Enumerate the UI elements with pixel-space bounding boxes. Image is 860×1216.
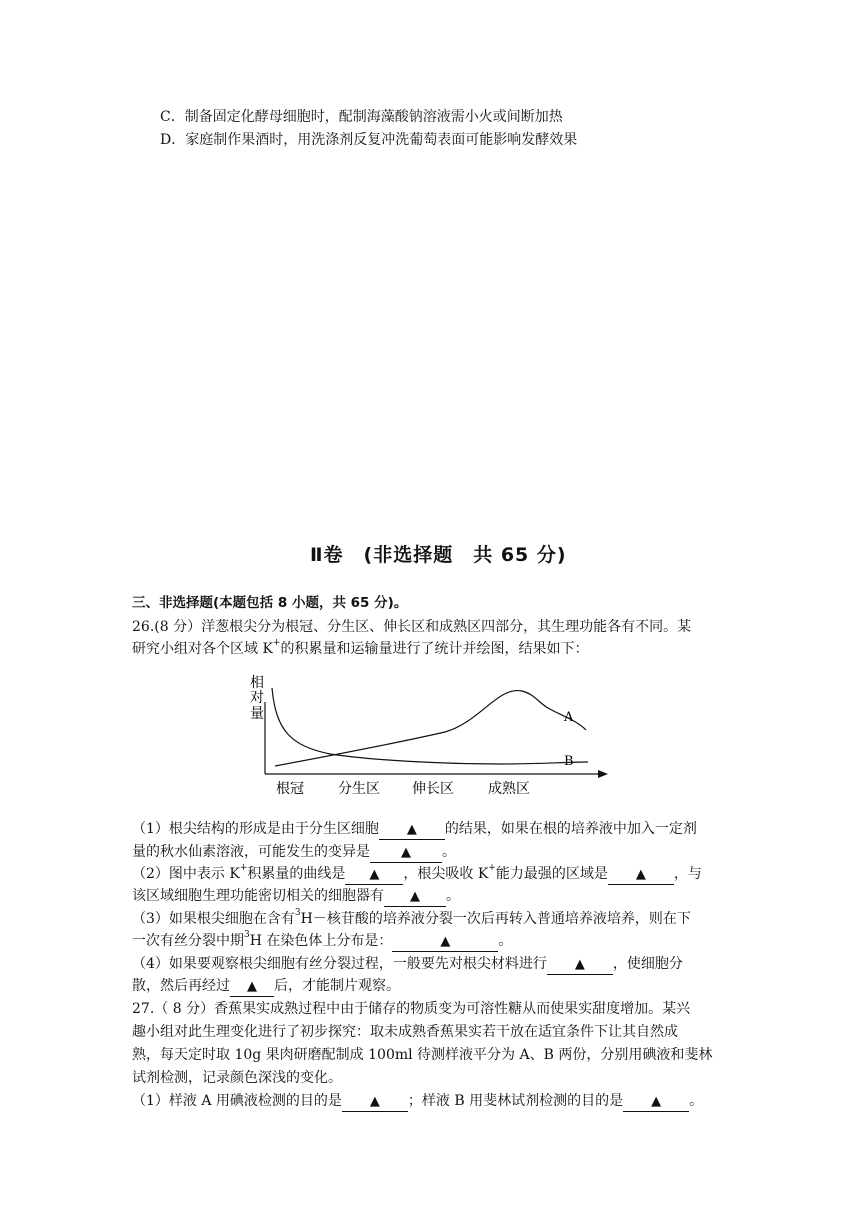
text: 积累量的曲线是: [247, 866, 346, 882]
blank-triangle-icon: ▲: [651, 1094, 662, 1109]
blank-triangle-icon: ▲: [369, 1094, 380, 1109]
answer-blank[interactable]: [384, 887, 446, 907]
text: 。: [442, 844, 456, 860]
answer-blank[interactable]: [547, 955, 613, 975]
q27-line2: 趣小组对此生理变化进行了初步探究：取未成熟香蕉果实若干放在适宜条件下让其自然成: [132, 1024, 678, 1040]
q26-part3-line2: [132, 930, 512, 952]
q27-line1: 27.（ 8 分）香蕉果实成熟过程中由于储存的物质变为可溶性糖从而使果实甜度增加。某兴: [132, 1001, 691, 1017]
text: 。: [689, 1093, 704, 1109]
blank-triangle-icon: ▲: [410, 889, 420, 904]
q27-part1-line: [132, 1090, 703, 1112]
blank-triangle-icon: ▲: [369, 867, 380, 882]
text: 散，然后再经过: [132, 978, 230, 994]
answer-blank[interactable]: [345, 865, 403, 885]
q26-intro-line1: 26.(8 分）洋葱根尖分为根冠、分生区、伸长区和成熟区四部分，其生理功能各有不同。某: [132, 619, 692, 635]
k-ion-chart: [240, 664, 620, 804]
x-tick-label-root-cap: 根冠: [276, 781, 304, 797]
q26-intro-text-b: 的积累量和运输量进行了统计并绘图，结果如下：: [280, 641, 589, 657]
curve-a-label: A: [564, 710, 574, 725]
answer-blank[interactable]: [392, 932, 498, 952]
q26-part4-line2: [132, 975, 400, 997]
part2-title: Ⅱ卷 (非选择题 共 65 分): [310, 544, 567, 566]
q26-part1-line1: [132, 818, 697, 840]
text: 后，才能制片观察。: [274, 978, 400, 994]
text: H－核苷酸的培养液分裂一次后再转入普通培养液培养，则在下: [300, 911, 691, 927]
answer-blank[interactable]: [370, 843, 442, 863]
superscript: +: [272, 638, 281, 649]
answer-blank[interactable]: [608, 865, 674, 885]
answer-blank[interactable]: [230, 977, 274, 997]
superscript: 3: [294, 908, 301, 919]
superscript: 3: [244, 930, 250, 941]
blank-triangle-icon: ▲: [574, 957, 585, 972]
text: ，与: [673, 866, 702, 882]
option-c: C．制备固定化酵母细胞时，配制海藻酸钠溶液需小火或间断加热: [160, 109, 563, 125]
q26-intro-line2: [132, 638, 588, 660]
y-axis-label-2: 对: [250, 690, 264, 706]
text: ；样液 B 用斐林试剂检测的目的是: [407, 1093, 624, 1109]
q26-part4-line1: [132, 953, 683, 975]
text: 该区域细胞生理功能密切相关的细胞器有: [132, 888, 384, 904]
q26-intro-text-a: 研究小组对各个区域 K: [132, 641, 273, 657]
text: 。: [498, 933, 513, 949]
curve-a: [275, 691, 586, 766]
text: （4）如果要观察根尖细胞有丝分裂过程，一般要先对根尖材料进行: [132, 956, 547, 972]
text: （3）如果根尖细胞在含有: [132, 911, 295, 927]
option-d: D．家庭制作果酒时，用洗涤剂反复冲洗葡萄表面可能影响发酵效果: [160, 132, 578, 148]
q27-line3: 熟，每天定时取 10g 果肉研磨配制成 100ml 待测样液平分为 A、B 两份，分别用碘液和斐林: [132, 1047, 713, 1063]
y-axis-label-3: 量: [250, 706, 264, 722]
q26-part3-line1: [132, 908, 691, 930]
blank-triangle-icon: ▲: [440, 934, 451, 949]
x-tick-label-elongation: 伸长区: [412, 781, 454, 797]
superscript: +: [239, 863, 248, 874]
answer-blank[interactable]: [342, 1092, 408, 1112]
text: H 在染色体上分布是：: [249, 933, 393, 949]
q26-part2-line2: [132, 885, 460, 907]
q27-line4: 试剂检测，记录颜色深浅的变化。: [132, 1070, 342, 1086]
x-axis-arrow-icon: [598, 770, 608, 778]
curve-b: [272, 688, 588, 764]
text: 能力最强的区域是: [495, 866, 608, 882]
text: ，根尖吸收 K: [403, 866, 489, 882]
text: （1）根尖结构的形成是由于分生区细胞: [132, 821, 379, 837]
curve-b-label: B: [564, 754, 574, 769]
q26-part2-line1: [132, 863, 702, 885]
blank-triangle-icon: ▲: [406, 822, 417, 837]
section-heading: 三、非选择题(本题包括 8 小题，共 65 分)。: [132, 595, 408, 611]
blank-triangle-icon: ▲: [247, 979, 257, 994]
text: ，使细胞分: [612, 956, 683, 972]
text: 量的秋水仙素溶液，可能发生的变异是: [132, 844, 370, 860]
blank-triangle-icon: ▲: [635, 867, 646, 882]
text: 的结果，如果在根的培养液中加入一定剂: [444, 821, 697, 837]
answer-blank[interactable]: [623, 1092, 689, 1112]
answer-blank[interactable]: [379, 820, 445, 840]
text: （1）样液 A 用碘液检测的目的是: [132, 1093, 342, 1109]
text: 一次有丝分裂中期: [132, 933, 244, 949]
blank-triangle-icon: ▲: [401, 845, 411, 860]
superscript: +: [488, 863, 496, 874]
x-tick-label-maturation: 成熟区: [488, 781, 530, 797]
text: （2）图中表示 K: [132, 866, 240, 882]
y-axis-label-1: 相: [250, 675, 264, 691]
q26-part1-line2: [132, 841, 456, 863]
text: 。: [446, 888, 460, 904]
x-tick-label-meristem: 分生区: [338, 781, 380, 797]
